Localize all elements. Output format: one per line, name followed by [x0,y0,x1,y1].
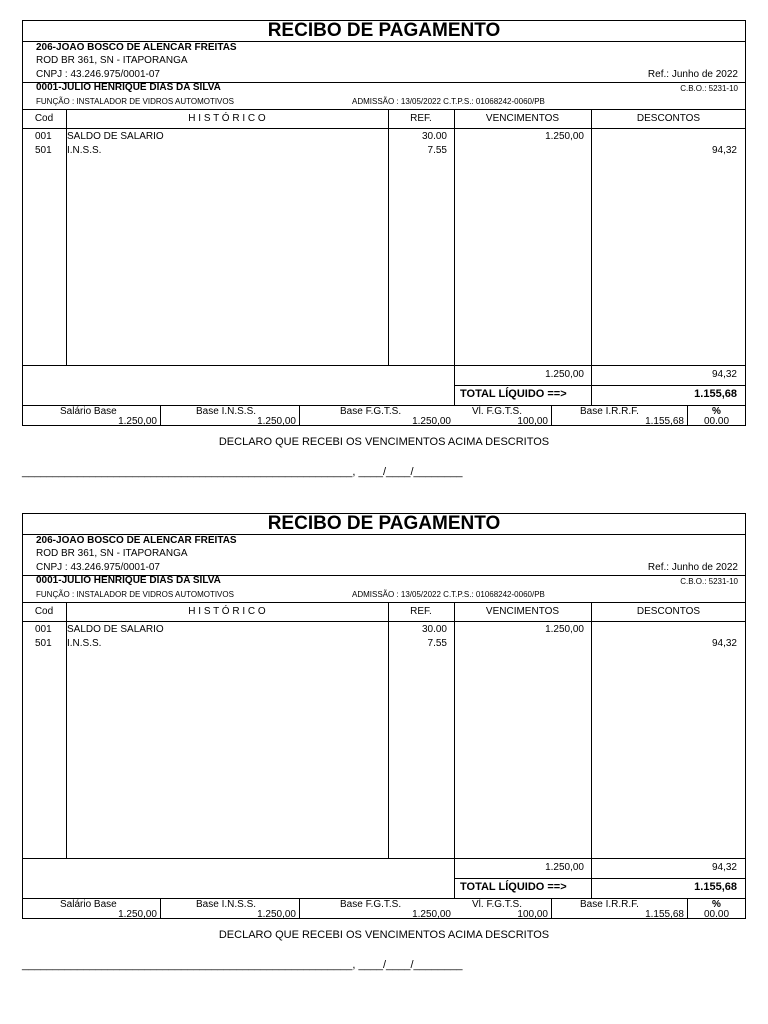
employee-function: FUNÇÃO : INSTALADOR DE VIDROS AUTOMOTIVOS [36,590,234,599]
item-cod: 001 [35,131,52,142]
reference-month: Ref.: Junho de 2022 [647,69,738,80]
salario-base-value: 1.250,00 [118,416,157,427]
pct-value: 00.00 [703,909,730,920]
base-irrf-label: Base I.R.R.F. [580,899,639,910]
total-liquido-value: 1.155,68 [694,881,737,893]
total-descontos: 94,32 [711,862,737,873]
total-vencimentos: 1.250,00 [545,862,584,873]
employee-function: FUNÇÃO : INSTALADOR DE VIDROS AUTOMOTIVOS [36,97,234,106]
item-desc: SALDO DE SALARIO [67,624,164,635]
base-fgts-label: Base F.G.T.S. [340,406,402,417]
vl-fgts-value: 100,00 [517,416,548,427]
employer-cnpj: CNPJ : 43.246.975/0001-07 [36,69,160,80]
item-desconto: 94,32 [711,145,737,156]
item-ref: 7.55 [427,145,447,156]
total-liquido-label: TOTAL LÍQUIDO ==> [460,881,567,893]
item-ref: 30.00 [421,131,447,142]
item-cod: 501 [35,638,52,649]
item-cod: 001 [35,624,52,635]
receipt-title: RECIBO DE PAGAMENTO [267,513,501,534]
item-desc: I.N.S.S. [67,145,102,156]
total-liquido-label: TOTAL LÍQUIDO ==> [460,388,567,400]
receipt-copy-1 [22,20,746,495]
salario-base-value: 1.250,00 [118,909,157,920]
base-irrf-label: Base I.R.R.F. [580,406,639,417]
signature-line: ______________________________________________________, ____/____/________ [22,959,463,971]
base-fgts-value: 1.250,00 [412,416,451,427]
salario-base-label: Salário Base [60,899,117,910]
vl-fgts-value: 100,00 [517,909,548,920]
col-historico: H I S T Ó R I C O [188,606,266,617]
base-inss-value: 1.250,00 [257,416,296,427]
col-descontos: DESCONTOS [636,606,701,617]
base-inss-value: 1.250,00 [257,909,296,920]
item-desc: I.N.S.S. [67,638,102,649]
total-descontos: 94,32 [711,369,737,380]
vl-fgts-label: Vl. F.G.T.S. [472,899,523,910]
employee-admission: ADMISSÃO : 13/05/2022 C.T.P.S.: 01068242-0060/PB [352,97,545,106]
base-fgts-label: Base F.G.T.S. [340,899,402,910]
declaration: DECLARO QUE RECEBI OS VENCIMENTOS ACIMA DESCRITOS [218,929,550,941]
item-cod: 501 [35,145,52,156]
declaration: DECLARO QUE RECEBI OS VENCIMENTOS ACIMA DESCRITOS [218,436,550,448]
employer-name: 206-JOAO BOSCO DE ALENCAR FREITAS [36,535,237,546]
item-venc: 1.250,00 [545,131,584,142]
employee-cbo: C.B.O.: 5231-10 [680,84,738,93]
employee-name: 0001-JULIO HENRIQUE DIAS DA SILVA [36,575,221,586]
col-cod: Cod [34,113,54,124]
base-inss-label: Base I.N.S.S. [196,406,257,417]
item-venc: 1.250,00 [545,624,584,635]
employer-address: ROD BR 361, SN - ITAPORANGA [36,55,188,66]
pct-value: 00.00 [703,416,730,427]
col-cod: Cod [34,606,54,617]
pct-label: % [712,406,721,417]
col-ref: REF. [410,606,432,617]
reference-month: Ref.: Junho de 2022 [647,562,738,573]
col-descontos: DESCONTOS [636,113,701,124]
vl-fgts-label: Vl. F.G.T.S. [472,406,523,417]
col-historico: H I S T Ó R I C O [188,113,266,124]
col-vencimentos: VENCIMENTOS [485,606,560,617]
base-irrf-value: 1.155,68 [645,416,684,427]
employee-cbo: C.B.O.: 5231-10 [680,577,738,586]
pct-label: % [712,899,721,910]
employer-name: 206-JOAO BOSCO DE ALENCAR FREITAS [36,42,237,53]
employer-cnpj: CNPJ : 43.246.975/0001-07 [36,562,160,573]
receipt-title: RECIBO DE PAGAMENTO [267,20,501,41]
total-vencimentos: 1.250,00 [545,369,584,380]
base-fgts-value: 1.250,00 [412,909,451,920]
col-vencimentos: VENCIMENTOS [485,113,560,124]
employee-admission: ADMISSÃO : 13/05/2022 C.T.P.S.: 01068242-0060/PB [352,590,545,599]
item-desc: SALDO DE SALARIO [67,131,164,142]
employer-address: ROD BR 361, SN - ITAPORANGA [36,548,188,559]
base-irrf-value: 1.155,68 [645,909,684,920]
receipt-copy-2 [22,513,746,988]
item-desconto: 94,32 [711,638,737,649]
item-ref: 30.00 [421,624,447,635]
total-liquido-value: 1.155,68 [694,388,737,400]
signature-line: ______________________________________________________, ____/____/________ [22,466,463,478]
col-ref: REF. [410,113,432,124]
salario-base-label: Salário Base [60,406,117,417]
base-inss-label: Base I.N.S.S. [196,899,257,910]
employee-name: 0001-JULIO HENRIQUE DIAS DA SILVA [36,82,221,93]
item-ref: 7.55 [427,638,447,649]
